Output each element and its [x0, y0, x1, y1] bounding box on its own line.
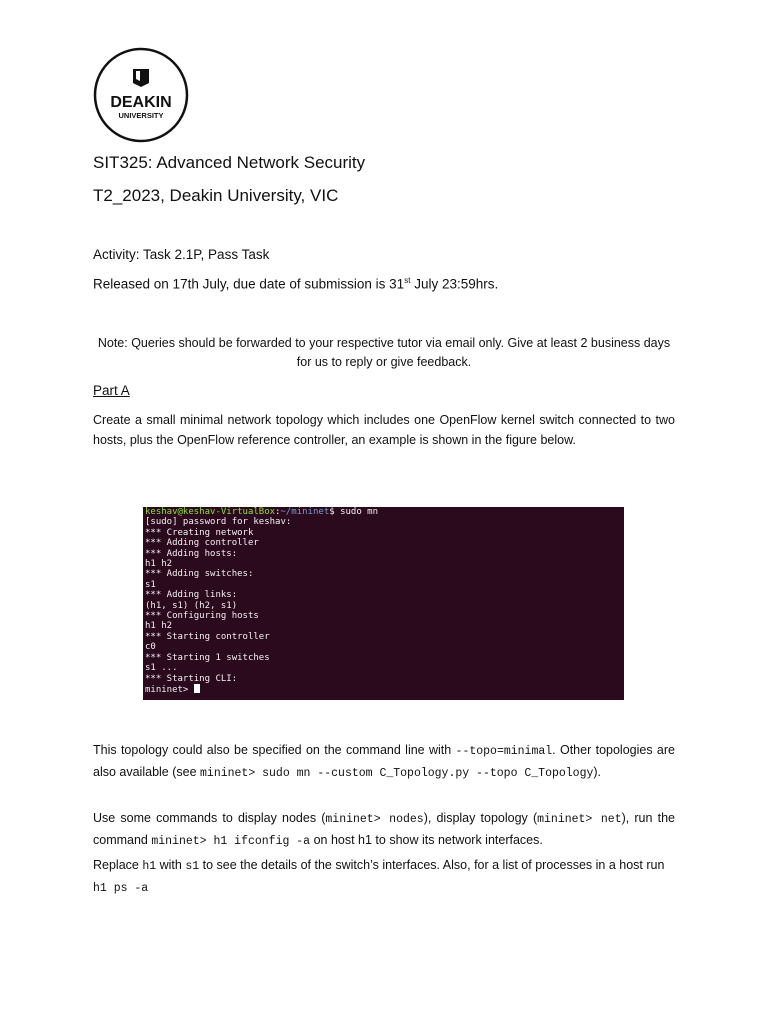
terminal-line: *** Adding hosts: — [145, 548, 238, 559]
terminal-line: *** Configuring hosts — [145, 611, 259, 622]
terminal-line: *** Adding switches: — [145, 569, 254, 580]
code-snippet: mininet> h1 ifconfig -a — [151, 835, 311, 848]
terminal-line: *** Adding controller — [145, 538, 259, 549]
terminal-line: h1 h2 — [145, 559, 173, 570]
terminal-line: s1 — [145, 579, 156, 590]
code-snippet: h1 ps -a — [93, 882, 149, 895]
terminal-prompt-line: keshav@keshav-VirtualBox:~/mininet$ sudo mn — [145, 507, 379, 517]
deakin-university-logo — [93, 47, 189, 143]
term-title: T2_2023, Deakin University, VIC — [93, 186, 339, 205]
terminal-line: c0 — [145, 642, 156, 653]
terminal-line: s1 ... — [145, 663, 178, 674]
release-line: Released on 17th July, due date of submission is 31st July 23:59hrs. — [93, 276, 499, 292]
terminal-line: (h1, s1) (h2, s1) — [145, 600, 238, 611]
code-snippet: mininet> net — [537, 813, 622, 826]
activity-line: Activity: Task 2.1P, Pass Task — [93, 247, 270, 262]
terminal-line: *** Starting 1 switches — [145, 652, 270, 663]
logo-subword: UNIVERSITY — [118, 111, 164, 120]
unit-title: SIT325: Advanced Network Security — [93, 153, 366, 172]
code-snippet: mininet> sudo mn --custom C_Topology.py --topo C_Topology — [200, 767, 594, 780]
terminal-screenshot — [143, 507, 624, 700]
terminal-line: *** Starting CLI: — [145, 673, 238, 684]
logo-wordmark: DEAKIN — [110, 94, 172, 111]
terminal-line: h1 h2 — [145, 621, 173, 632]
part-a-heading: Part A — [93, 383, 130, 398]
topology-paragraph: This topology could also be specified on the command line with --topo=minimal. Other topologies are also available (see mininet> sudo mn --custom C_Topology.py --topo C_Topology). — [93, 743, 675, 780]
note-text: Note: Queries should be forwarded to your respective tutor via email only. Give at least 2 business days for us to reply or give feedback. — [97, 336, 671, 369]
switch-paragraph: Replace h1 with s1 to see the details of the switch’s interfaces. Also, for a list of processes in a host run h1 ps -a — [93, 858, 665, 895]
commands-paragraph: Use some commands to display nodes (mininet> nodes), display topology (mininet> net), run the command mininet> h1 ifconfig -a on host h1 to show its network interfaces. — [93, 811, 675, 848]
terminal-line: [sudo] password for keshav: — [145, 517, 292, 528]
part-a-intro: Create a small minimal network topology which includes one OpenFlow kernel switch connected to two hosts, plus the OpenFlow reference controller, an example is shown in the figure below. — [93, 413, 675, 447]
terminal-line: *** Creating network — [145, 527, 254, 538]
terminal-line: *** Starting controller — [145, 631, 270, 642]
terminal-cursor — [194, 684, 200, 693]
terminal-final-prompt: mininet> — [143, 684, 624, 695]
terminal-line: *** Adding links: — [145, 590, 238, 601]
code-snippet: s1 — [185, 860, 200, 873]
code-snippet: h1 — [142, 860, 157, 873]
code-snippet: --topo=minimal — [455, 745, 553, 758]
code-snippet: mininet> nodes — [325, 813, 424, 826]
